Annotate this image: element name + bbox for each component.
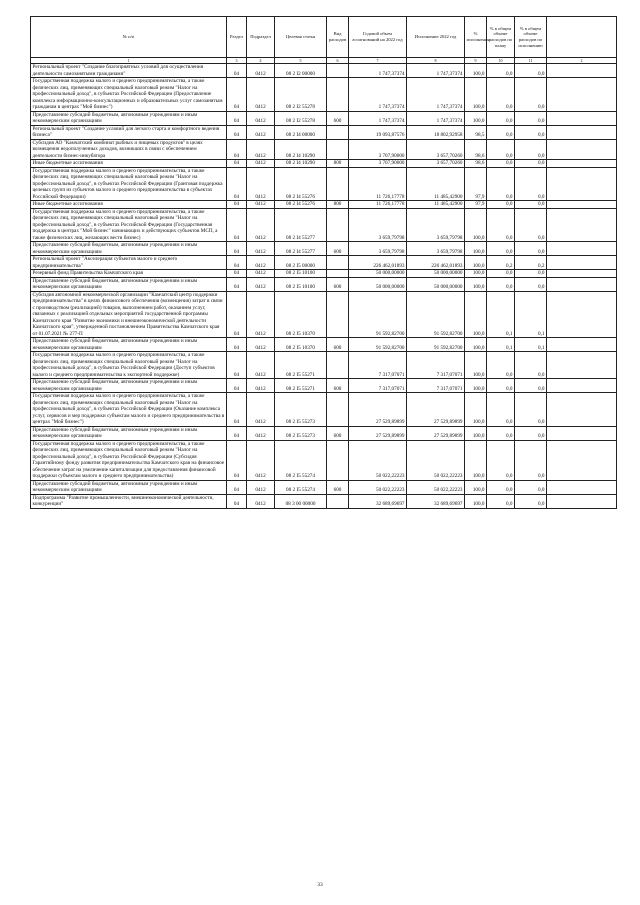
row-vid-cell: [327, 494, 349, 508]
row-name-cell: Государственная поддержка малого и среднего предпринимательства, а также физических лиц, применяющих специальный налоговый режим "Налог на профессиональный доход", в субъектах Российской Федерации (Субсидия Гарантийному фонду развития предпринимательства Камчатского края на финансовое обеспечение затрат на увеличение капитализации для предоставления финансовой поддержки субъектам малого и среднего предпринимательства): [31, 440, 227, 480]
row-share-plan-cell: 0,0: [487, 426, 515, 440]
row-share-plan-cell: 0,0: [487, 167, 515, 201]
table-row: [31, 338, 617, 352]
row-plan-cell: 50 022,22223: [349, 480, 407, 494]
row-vid-cell: 800: [327, 160, 349, 168]
table-row: [31, 125, 617, 139]
row-empty-cell: [547, 393, 617, 427]
row-vid-cell: [327, 208, 349, 242]
column-number: 6: [327, 58, 349, 64]
table-row: [31, 208, 617, 242]
row-share-exec-cell: 0,0: [515, 160, 547, 168]
row-podrazdel-cell: 0412: [247, 125, 275, 139]
row-share-exec-cell: 0,0: [515, 78, 547, 112]
row-share-exec-cell: 0,0: [515, 242, 547, 256]
row-podrazdel-cell: 0412: [247, 167, 275, 201]
row-vid-cell: 600: [327, 111, 349, 125]
row-target-cell: 08 2 I5 10100: [275, 277, 327, 291]
row-share-exec-cell: 0,0: [515, 208, 547, 242]
row-exec-cell: 11 485,42900: [407, 201, 465, 209]
row-razdel-cell: 04: [227, 111, 247, 125]
row-empty-cell: [547, 426, 617, 440]
row-exec-cell: 1 747,37374: [407, 111, 465, 125]
row-share-plan-cell: 0,0: [487, 494, 515, 508]
row-pct-cell: 100,0: [465, 379, 487, 393]
row-empty-cell: [547, 440, 617, 480]
row-share-exec-cell: 0,1: [515, 338, 547, 352]
row-exec-cell: 1 747,37374: [407, 78, 465, 112]
row-name-cell: Предоставление субсидий бюджетным, автономным учреждениям и иным некоммерческим организациям: [31, 338, 227, 352]
row-pct-cell: 100,0: [465, 277, 487, 291]
table-row: [31, 426, 617, 440]
row-empty-cell: [547, 208, 617, 242]
row-exec-cell: 91 592,82700: [407, 291, 465, 338]
row-plan-cell: 226 462,01893: [349, 256, 407, 270]
header-cell-vid: Вид расходов: [327, 17, 349, 58]
table-row: [31, 291, 617, 338]
row-share-exec-cell: 0,0: [515, 480, 547, 494]
row-razdel-cell: 04: [227, 494, 247, 508]
row-target-cell: 08 2 I5 55274: [275, 480, 327, 494]
row-podrazdel-cell: 0412: [247, 393, 275, 427]
row-podrazdel-cell: 0412: [247, 440, 275, 480]
row-podrazdel-cell: 0412: [247, 242, 275, 256]
row-name-cell: Предоставление субсидий бюджетным, автономным учреждениям и иным некоммерческим организациям: [31, 111, 227, 125]
table-row: [31, 277, 617, 291]
row-plan-cell: 91 592,82700: [349, 291, 407, 338]
row-plan-cell: 3 707,90000: [349, 139, 407, 160]
row-pct-cell: 100,0: [465, 270, 487, 278]
header-cell-exec: Исполнение 2022 год: [407, 17, 465, 58]
table-row: [31, 270, 617, 278]
row-pct-cell: 100,0: [465, 208, 487, 242]
row-empty-cell: [547, 494, 617, 508]
row-name-cell: Региональный проект "Акселерация субъектов малого и среднего предпринимательства": [31, 256, 227, 270]
row-razdel-cell: 04: [227, 352, 247, 379]
row-name-cell: Государственная поддержка малого и среднего предпринимательства, а также физических лиц, применяющих специальный налоговый режим "Налог на профессиональный доход", в субъектах Российской Федерации (Доступ субъектов малого и среднего предпринимательства к экспортной поддержке): [31, 352, 227, 379]
table-row: [31, 167, 617, 201]
row-name-cell: Предоставление субсидий бюджетным, автономным учреждениям и иным некоммерческим организациям: [31, 426, 227, 440]
row-share-plan-cell: 0,0: [487, 78, 515, 112]
row-pct-cell: 100,0: [465, 291, 487, 338]
header-cell-name: № п/п: [31, 17, 227, 58]
row-pct-cell: 100,0: [465, 426, 487, 440]
row-name-cell: Государственная поддержка малого и среднего предпринимательства, а также физических лиц, применяющих специальный налоговый режим "Налог на профессиональный доход", в субъектах Российской Федерации (Грантовая поддержка целевых групп из субъектов малого и среднего предпринимательства в субъектах Российской Федерации): [31, 167, 227, 201]
row-exec-cell: 50 022,22223: [407, 440, 465, 480]
column-number: 11: [515, 58, 547, 64]
row-pct-cell: 100,0: [465, 338, 487, 352]
row-share-exec-cell: 0,0: [515, 125, 547, 139]
row-empty-cell: [547, 256, 617, 270]
row-target-cell: 08 2 I5 00000: [275, 256, 327, 270]
row-plan-cell: 50 022,22223: [349, 440, 407, 480]
row-share-exec-cell: 0,0: [515, 277, 547, 291]
row-plan-cell: 91 592,82700: [349, 338, 407, 352]
row-empty-cell: [547, 379, 617, 393]
row-share-plan-cell: 0,1: [487, 291, 515, 338]
row-exec-cell: 27 529,89899: [407, 393, 465, 427]
row-vid-cell: [327, 139, 349, 160]
row-share-plan-cell: 0,0: [487, 440, 515, 480]
row-podrazdel-cell: 0412: [247, 494, 275, 508]
column-number: 2: [547, 58, 617, 64]
row-razdel-cell: 04: [227, 291, 247, 338]
row-share-plan-cell: 0,0: [487, 242, 515, 256]
row-exec-cell: 7 317,07071: [407, 352, 465, 379]
header-cell-empty: [547, 17, 617, 58]
row-vid-cell: [327, 78, 349, 112]
row-pct-cell: 100,0: [465, 352, 487, 379]
table-row: [31, 64, 617, 78]
row-pct-cell: 100,0: [465, 64, 487, 78]
table-row: [31, 111, 617, 125]
row-empty-cell: [547, 111, 617, 125]
table-body: [31, 64, 617, 509]
row-target-cell: 08 2 I5 10100: [275, 270, 327, 278]
row-name-cell: Субсидия АО "Камчатский комбинат рыбных и пищевых продуктов" в целях возмещения недополученных доходов, возникших в связи с обеспечением деятельности бизнес-инкубатора: [31, 139, 227, 160]
row-share-exec-cell: 0,0: [515, 426, 547, 440]
row-razdel-cell: 04: [227, 426, 247, 440]
row-target-cell: 08 2 I4 00000: [275, 125, 327, 139]
column-number: 7: [349, 58, 407, 64]
row-name-cell: Резервный фонд Правительства Камчатского края: [31, 270, 227, 278]
row-share-plan-cell: 0,0: [487, 277, 515, 291]
row-razdel-cell: 04: [227, 480, 247, 494]
row-name-cell: Предоставление субсидий бюджетным, автономным учреждениям и иным некоммерческим организациям: [31, 242, 227, 256]
row-exec-cell: 50 000,00000: [407, 277, 465, 291]
column-number: 8: [407, 58, 465, 64]
row-name-cell: Государственная поддержка малого и среднего предпринимательства, а также физических лиц, применяющих специальный налоговый режим "Налог на профессиональный доход", в субъектах Российской Федерации (Оказание комплекса услуг, сервисов и мер поддержки субъектам малого и среднего предпринимательства в центрах "Мой бизнес"): [31, 393, 227, 427]
column-number: 3: [227, 58, 247, 64]
row-share-exec-cell: 0,0: [515, 494, 547, 508]
row-plan-cell: 3 707,90000: [349, 160, 407, 168]
row-target-cell: 08 2 I2 00000: [275, 64, 327, 78]
row-plan-cell: 50 000,00000: [349, 270, 407, 278]
row-share-exec-cell: 0,0: [515, 64, 547, 78]
row-share-exec-cell: 0,0: [515, 201, 547, 209]
row-razdel-cell: 04: [227, 242, 247, 256]
row-plan-cell: 27 529,89899: [349, 426, 407, 440]
column-number: 4: [247, 58, 275, 64]
document-page: [30, 16, 616, 509]
row-plan-cell: 7 317,07071: [349, 379, 407, 393]
row-target-cell: 08 2 I4 55276: [275, 167, 327, 201]
row-name-cell: Субсидия автономной некоммерческой организации "Камчатский центр поддержки предпринимательства" в целях финансового обеспечения (возмещения) затрат в связи с производством (реализацией) товаров, выполнением работ, оказанием услуг, связанных с реализацией отдельных мероприятий государственной программы Камчатского края "Развитие экономики и внешнеэкономической деятельности Камчатского края", утвержденной постановлением Правительства Камчатского края от 01.07.2021 № 277-П: [31, 291, 227, 338]
header-cell-razdel: Раздел: [227, 17, 247, 58]
row-share-exec-cell: 0,0: [515, 393, 547, 427]
row-pct-cell: 98,6: [465, 139, 487, 160]
row-exec-cell: 226 462,01893: [407, 256, 465, 270]
row-empty-cell: [547, 480, 617, 494]
row-target-cell: 08 2 I4 10290: [275, 160, 327, 168]
column-number: 9: [465, 58, 487, 64]
table-row: [31, 160, 617, 168]
row-razdel-cell: 04: [227, 139, 247, 160]
page-number: 33: [317, 882, 323, 888]
row-name-cell: Региональный проект "Создание условий для легкого старта и комфортного ведения бизнеса": [31, 125, 227, 139]
row-target-cell: 08 2 I4 55277: [275, 242, 327, 256]
row-empty-cell: [547, 352, 617, 379]
row-vid-cell: [327, 64, 349, 78]
row-name-cell: Иные бюджетные ассигнования: [31, 160, 227, 168]
table-row: [31, 440, 617, 480]
table-row: [31, 256, 617, 270]
row-podrazdel-cell: 0412: [247, 338, 275, 352]
row-share-plan-cell: 0,0: [487, 480, 515, 494]
row-exec-cell: 32 689,69697: [407, 494, 465, 508]
row-share-plan-cell: 0,0: [487, 352, 515, 379]
row-vid-cell: 600: [327, 338, 349, 352]
row-empty-cell: [547, 242, 617, 256]
row-name-cell: Региональный проект "Создание благоприятных условий для осуществления деятельности самозанятыми гражданами": [31, 64, 227, 78]
row-share-exec-cell: 0,1: [515, 291, 547, 338]
row-pct-cell: 100,0: [465, 78, 487, 112]
row-share-plan-cell: 0,0: [487, 201, 515, 209]
row-share-exec-cell: 0,0: [515, 139, 547, 160]
row-plan-cell: 1 747,37374: [349, 78, 407, 112]
row-plan-cell: 1 747,37374: [349, 111, 407, 125]
row-target-cell: 08 2 I5 10370: [275, 338, 327, 352]
row-share-exec-cell: 0,0: [515, 440, 547, 480]
table-row: [31, 201, 617, 209]
row-plan-cell: 19 093,87576: [349, 125, 407, 139]
row-share-plan-cell: 0,0: [487, 379, 515, 393]
row-podrazdel-cell: 0412: [247, 139, 275, 160]
row-plan-cell: 1 747,37374: [349, 64, 407, 78]
table-row: [31, 78, 617, 112]
row-razdel-cell: 04: [227, 393, 247, 427]
row-podrazdel-cell: 0412: [247, 160, 275, 168]
row-vid-cell: [327, 440, 349, 480]
row-exec-cell: 3 657,70260: [407, 160, 465, 168]
row-razdel-cell: 04: [227, 270, 247, 278]
row-exec-cell: 50 000,00000: [407, 270, 465, 278]
row-podrazdel-cell: 0412: [247, 291, 275, 338]
row-vid-cell: 600: [327, 277, 349, 291]
row-razdel-cell: 04: [227, 277, 247, 291]
row-share-exec-cell: 0,2: [515, 256, 547, 270]
row-empty-cell: [547, 167, 617, 201]
row-share-plan-cell: 0,2: [487, 256, 515, 270]
row-pct-cell: 100,0: [465, 480, 487, 494]
row-plan-cell: 11 726,17778: [349, 201, 407, 209]
row-pct-cell: 97,9: [465, 167, 487, 201]
row-share-plan-cell: 0,0: [487, 208, 515, 242]
header-cell-podrazdel: Подраздел: [247, 17, 275, 58]
row-exec-cell: 18 802,92958: [407, 125, 465, 139]
row-target-cell: 08 2 I4 55277: [275, 208, 327, 242]
row-podrazdel-cell: 0412: [247, 208, 275, 242]
table-row: [31, 352, 617, 379]
row-podrazdel-cell: 0412: [247, 78, 275, 112]
row-pct-cell: 97,9: [465, 201, 487, 209]
row-target-cell: 08 2 I5 55271: [275, 352, 327, 379]
row-razdel-cell: 04: [227, 125, 247, 139]
row-share-plan-cell: 0,1: [487, 338, 515, 352]
row-target-cell: 08 2 I5 10370: [275, 291, 327, 338]
row-razdel-cell: 04: [227, 208, 247, 242]
row-empty-cell: [547, 139, 617, 160]
row-exec-cell: 11 485,42900: [407, 167, 465, 201]
row-podrazdel-cell: 0412: [247, 256, 275, 270]
header-cell-share-exec: % в общем объеме расходов по исполнению: [515, 17, 547, 58]
row-pct-cell: 98,6: [465, 160, 487, 168]
row-exec-cell: 3 657,70260: [407, 139, 465, 160]
table-row: [31, 242, 617, 256]
row-exec-cell: 1 747,37374: [407, 64, 465, 78]
row-share-exec-cell: 0,0: [515, 352, 547, 379]
row-vid-cell: [327, 167, 349, 201]
row-share-exec-cell: 0,0: [515, 270, 547, 278]
row-share-plan-cell: 0,0: [487, 125, 515, 139]
row-podrazdel-cell: 0412: [247, 111, 275, 125]
row-empty-cell: [547, 270, 617, 278]
table-row: [31, 379, 617, 393]
row-razdel-cell: 04: [227, 160, 247, 168]
row-target-cell: 08 2 I5 55273: [275, 393, 327, 427]
row-vid-cell: [327, 125, 349, 139]
row-podrazdel-cell: 0412: [247, 480, 275, 494]
row-empty-cell: [547, 201, 617, 209]
row-vid-cell: [327, 393, 349, 427]
row-empty-cell: [547, 338, 617, 352]
row-podrazdel-cell: 0412: [247, 64, 275, 78]
row-target-cell: 08 2 I5 55271: [275, 379, 327, 393]
row-razdel-cell: 04: [227, 338, 247, 352]
budget-table: [30, 16, 617, 509]
header-cell-share-plan: % в общем объеме расходов по плану: [487, 17, 515, 58]
row-vid-cell: 600: [327, 480, 349, 494]
row-name-cell: Предоставление субсидий бюджетным, автономным учреждениям и иным некоммерческим организациям: [31, 480, 227, 494]
table-row: [31, 494, 617, 508]
column-number: 5: [275, 58, 327, 64]
row-target-cell: 08 3 00 00000: [275, 494, 327, 508]
row-name-cell: Предоставление субсидий бюджетным, автономным учреждениям и иным некоммерческим организациям: [31, 277, 227, 291]
table-row: [31, 139, 617, 160]
row-target-cell: 08 2 I2 55278: [275, 111, 327, 125]
row-target-cell: 08 2 I5 55273: [275, 426, 327, 440]
row-share-plan-cell: 0,0: [487, 270, 515, 278]
row-exec-cell: 7 317,07071: [407, 379, 465, 393]
column-number: 1: [31, 58, 227, 64]
row-vid-cell: [327, 291, 349, 338]
row-name-cell: Иные бюджетные ассигнования: [31, 201, 227, 209]
row-share-plan-cell: 0,0: [487, 64, 515, 78]
row-share-exec-cell: 0,0: [515, 167, 547, 201]
row-plan-cell: 7 317,07071: [349, 352, 407, 379]
row-vid-cell: 600: [327, 379, 349, 393]
header-cell-plan: Годовой объем ассигнований на 2022 год: [349, 17, 407, 58]
row-empty-cell: [547, 78, 617, 112]
row-vid-cell: [327, 256, 349, 270]
row-share-plan-cell: 0,0: [487, 111, 515, 125]
row-pct-cell: 100,0: [465, 393, 487, 427]
row-pct-cell: 100,0: [465, 242, 487, 256]
row-empty-cell: [547, 291, 617, 338]
row-exec-cell: 3 659,79798: [407, 208, 465, 242]
row-empty-cell: [547, 64, 617, 78]
row-share-plan-cell: 0,0: [487, 139, 515, 160]
row-empty-cell: [547, 277, 617, 291]
row-podrazdel-cell: 0412: [247, 379, 275, 393]
row-exec-cell: 27 529,89899: [407, 426, 465, 440]
row-podrazdel-cell: 0412: [247, 352, 275, 379]
row-razdel-cell: 04: [227, 78, 247, 112]
row-plan-cell: 3 659,79798: [349, 242, 407, 256]
row-exec-cell: 3 659,79798: [407, 242, 465, 256]
row-pct-cell: 100,0: [465, 440, 487, 480]
row-podrazdel-cell: 0412: [247, 426, 275, 440]
row-exec-cell: 91 592,82700: [407, 338, 465, 352]
row-name-cell: Государственная поддержка малого и среднего предпринимательства, а также физических лиц, применяющих специальный налоговый режим "Налог на профессиональный доход", в субъектах Российской Федерации (Государственная поддержка в центрах "Мой бизнес" начинающих и действующих субъектов МСП, а также физических лиц, желающих вести бизнес): [31, 208, 227, 242]
header-cell-pct: % исполнения: [465, 17, 487, 58]
row-vid-cell: 600: [327, 242, 349, 256]
row-plan-cell: 27 529,89899: [349, 393, 407, 427]
row-exec-cell: 50 022,22223: [407, 480, 465, 494]
row-razdel-cell: 04: [227, 379, 247, 393]
row-target-cell: 08 2 I5 55274: [275, 440, 327, 480]
row-plan-cell: 3 659,79798: [349, 208, 407, 242]
row-pct-cell: 100,0: [465, 111, 487, 125]
row-share-plan-cell: 0,0: [487, 393, 515, 427]
row-plan-cell: 32 689,69697: [349, 494, 407, 508]
row-target-cell: 08 2 I4 10290: [275, 139, 327, 160]
row-podrazdel-cell: 0412: [247, 270, 275, 278]
row-podrazdel-cell: 0412: [247, 201, 275, 209]
row-target-cell: 08 2 I2 55278: [275, 78, 327, 112]
row-razdel-cell: 04: [227, 440, 247, 480]
row-share-plan-cell: 0,0: [487, 160, 515, 168]
row-vid-cell: [327, 270, 349, 278]
row-plan-cell: 11 726,17778: [349, 167, 407, 201]
row-empty-cell: [547, 160, 617, 168]
header-cell-target: Целевая статья: [275, 17, 327, 58]
row-name-cell: Подпрограмма "Развитие промышленности, внешнеэкономической деятельности, конкуренции": [31, 494, 227, 508]
row-razdel-cell: 04: [227, 64, 247, 78]
header-row: [31, 17, 617, 58]
row-razdel-cell: 04: [227, 201, 247, 209]
row-razdel-cell: 04: [227, 256, 247, 270]
table-row: [31, 393, 617, 427]
row-vid-cell: 600: [327, 426, 349, 440]
row-share-exec-cell: 0,0: [515, 379, 547, 393]
row-empty-cell: [547, 125, 617, 139]
row-plan-cell: 50 000,00000: [349, 277, 407, 291]
column-number: 10: [487, 58, 515, 64]
row-name-cell: Государственная поддержка малого и среднего предпринимательства, а также физических лиц, применяющих специальный налоговый режим "Налог на профессиональный доход", в субъектах Российской Федерации (Предоставление комплекса информационно-консультационных и образовательных услуг самозанятым гражданам в центрах "Мой бизнес"): [31, 78, 227, 112]
row-share-exec-cell: 0,0: [515, 111, 547, 125]
row-razdel-cell: 04: [227, 167, 247, 201]
table-row: [31, 480, 617, 494]
row-target-cell: 08 2 I4 55276: [275, 201, 327, 209]
row-podrazdel-cell: 0412: [247, 277, 275, 291]
row-pct-cell: 100,0: [465, 494, 487, 508]
row-pct-cell: 100,0: [465, 256, 487, 270]
row-vid-cell: [327, 352, 349, 379]
row-vid-cell: 800: [327, 201, 349, 209]
row-pct-cell: 98,5: [465, 125, 487, 139]
row-name-cell: Предоставление субсидий бюджетным, автономным учреждениям и иным некоммерческим организациям: [31, 379, 227, 393]
